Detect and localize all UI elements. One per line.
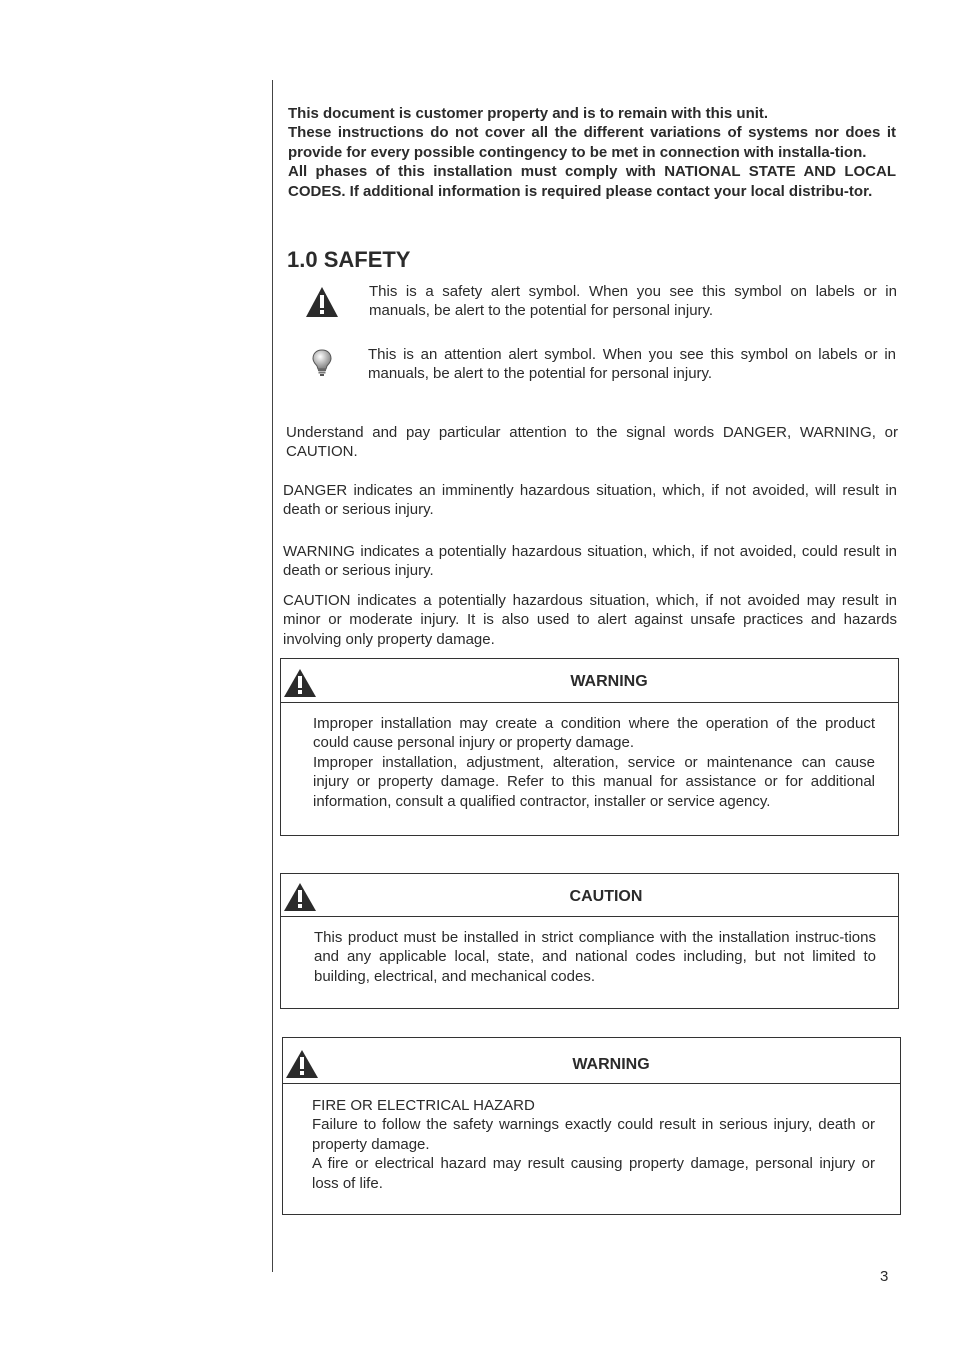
warning-box-body bbox=[313, 714, 875, 811]
box-line: Failure to follow the safety warnings exactly could result in serious injury, death or property damage. bbox=[312, 1116, 875, 1153]
page-number: 3 bbox=[880, 1268, 889, 1285]
caution-definition: CAUTION indicates a potentially hazardous situation, which, if not avoided may result in minor or moderate injury. It is also used to alert against unsafe practices and hazards involving only property damage. bbox=[283, 592, 897, 648]
intro-notice bbox=[288, 104, 896, 201]
safety-symbol-text: This is a safety alert symbol. When you see this symbol on labels or in manuals, be alert to the potential for personal injury. bbox=[369, 283, 897, 320]
box-line: A fire or electrical hazard may result causing property damage, personal injury or loss of life. bbox=[312, 1155, 875, 1192]
intro-line-3: All phases of this installation must comply with NATIONAL STATE AND LOCAL CODES. If additional information is required please contact your local distribu-tor. bbox=[288, 163, 896, 200]
lightbulb-icon bbox=[312, 349, 332, 377]
caution-box-title: CAUTION bbox=[569, 888, 643, 905]
caution-box bbox=[280, 873, 899, 1009]
margin-rule bbox=[272, 80, 273, 1272]
box-line: Improper installation may create a condition where the operation of the product could cause personal injury or property damage. bbox=[313, 715, 875, 752]
warning-box-header bbox=[281, 659, 898, 703]
warning-fire-header bbox=[283, 1038, 900, 1084]
warning-definition: WARNING indicates a potentially hazardous situation, which, if not avoided, could result in death or serious injury. bbox=[283, 543, 897, 580]
section-title: 1.0 SAFETY bbox=[287, 247, 411, 272]
box-line: Improper installation, adjustment, alteration, service or maintenance can cause injury or property damage. Refer to this manual for assistance or for additional information, consult a qualified contractor, installer or service agency. bbox=[313, 753, 875, 810]
intro-line-1: This document is customer property and is to remain with this unit. bbox=[288, 105, 769, 122]
box-line: This product must be installed in strict compliance with the installation instruc-tions and any applicable local, state, and national codes including, but not limited to building, electrical, and mechanical codes. bbox=[314, 929, 876, 985]
danger-definition: DANGER indicates an imminently hazardous situation, which, if not avoided, will result in death or serious injury. bbox=[283, 482, 897, 519]
warning-fire-body bbox=[312, 1096, 875, 1193]
warning-box-installation bbox=[280, 658, 899, 836]
signal-words-paragraph: Understand and pay particular attention to the signal words DANGER, WARNING, or CAUTION. bbox=[286, 424, 898, 461]
attention-symbol-text: This is an attention alert symbol. When you see this symbol on labels or in manuals, be alert to the potential for personal injury. bbox=[368, 346, 896, 383]
warning-triangle-icon bbox=[305, 286, 339, 318]
warning-box-title: WARNING bbox=[570, 673, 648, 690]
warning-fire-title: WARNING bbox=[572, 1056, 650, 1073]
caution-box-body bbox=[314, 928, 876, 986]
intro-line-2: These instructions do not cover all the different variations of systems nor does it provide for every possible contingency to be met in connection with installa-tion. bbox=[288, 124, 896, 161]
box-line: FIRE OR ELECTRICAL HAZARD bbox=[312, 1097, 535, 1114]
caution-box-header bbox=[281, 874, 898, 917]
warning-box-fire bbox=[282, 1037, 901, 1215]
